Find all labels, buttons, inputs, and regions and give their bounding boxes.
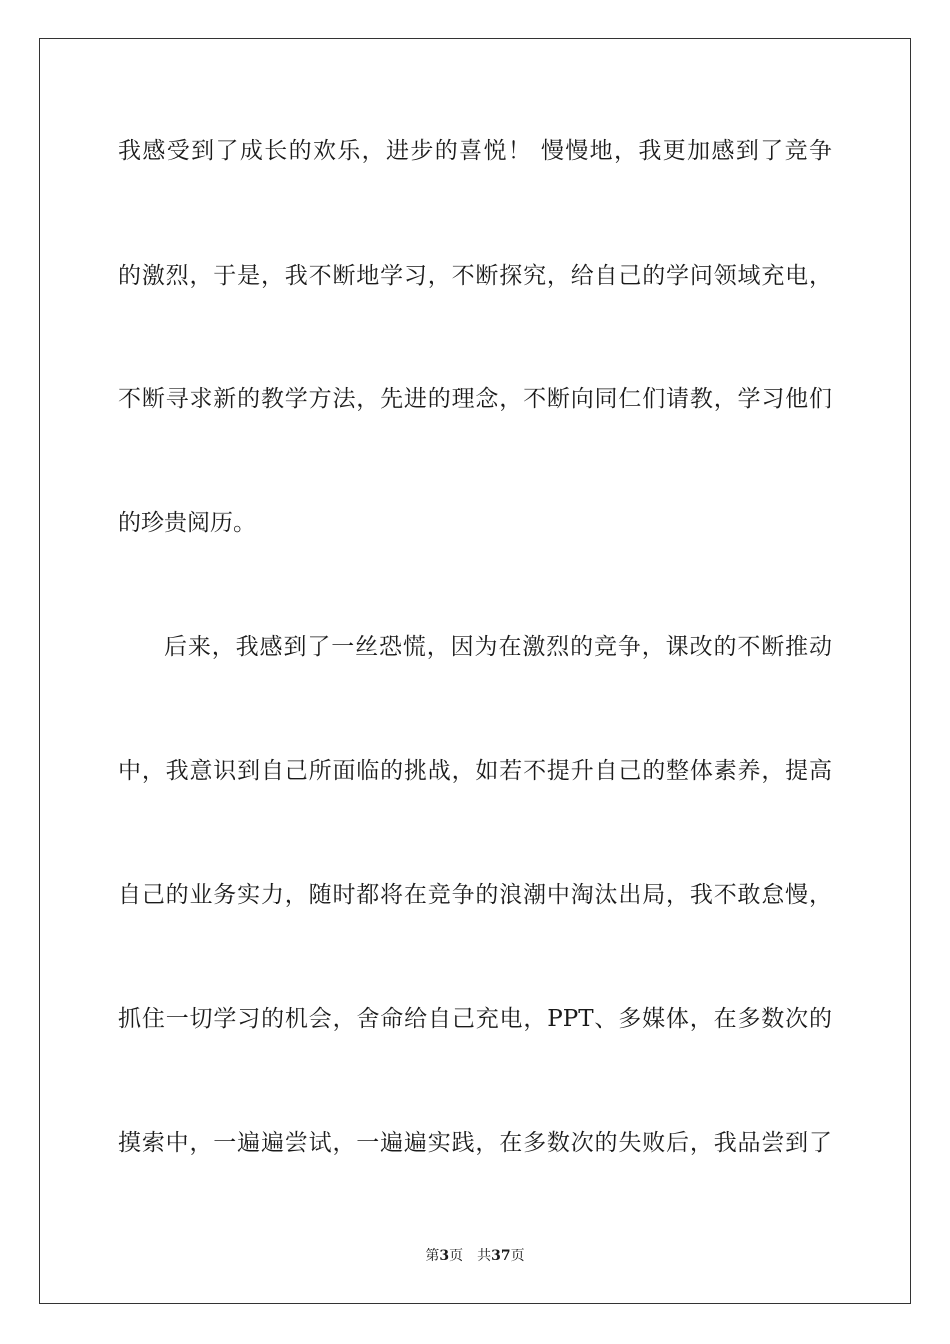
body-line-9: 摸索中，一遍遍尝试，一遍遍实践，在多数次的失败后，我品尝到了 (118, 1130, 832, 1156)
body-line-3: 不断寻求新的教学方法，先进的理念，不断向同仁们请教，学习他们 (118, 386, 832, 412)
body-line-8: 抓住一切学习的机会，舍命给自己充电，PPT、多媒体，在多数次的 (118, 1006, 832, 1032)
total-pages: 37 (491, 1248, 511, 1264)
body-line-7: 自己的业务实力，随时都将在竞争的浪潮中淘汰出局，我不敢怠慢， (118, 882, 832, 908)
body-line-1: 我感受到了成长的欢乐，进步的喜悦！ 慢慢地，我更加感到了竞争 (118, 138, 832, 164)
body-line-5: 后来，我感到了一丝恐慌，因为在激烈的竞争，课改的不断推动 (164, 634, 832, 660)
body-line-4: 的珍贵阅历。 (118, 510, 256, 536)
page-suffix: 页 (449, 1248, 464, 1264)
body-line-6: 中，我意识到自己所面临的挑战，如若不提升自己的整体素养，提高 (118, 758, 832, 784)
total-suffix: 页 (510, 1248, 525, 1264)
total-prefix: 共 (477, 1248, 492, 1264)
page-prefix: 第 (425, 1248, 440, 1264)
page-footer (0, 1246, 950, 1266)
page-number: 3 (439, 1248, 450, 1264)
page-frame (39, 38, 911, 1304)
body-line-2: 的激烈，于是，我不断地学习，不断探究，给自己的学问领域充电， (118, 263, 832, 289)
